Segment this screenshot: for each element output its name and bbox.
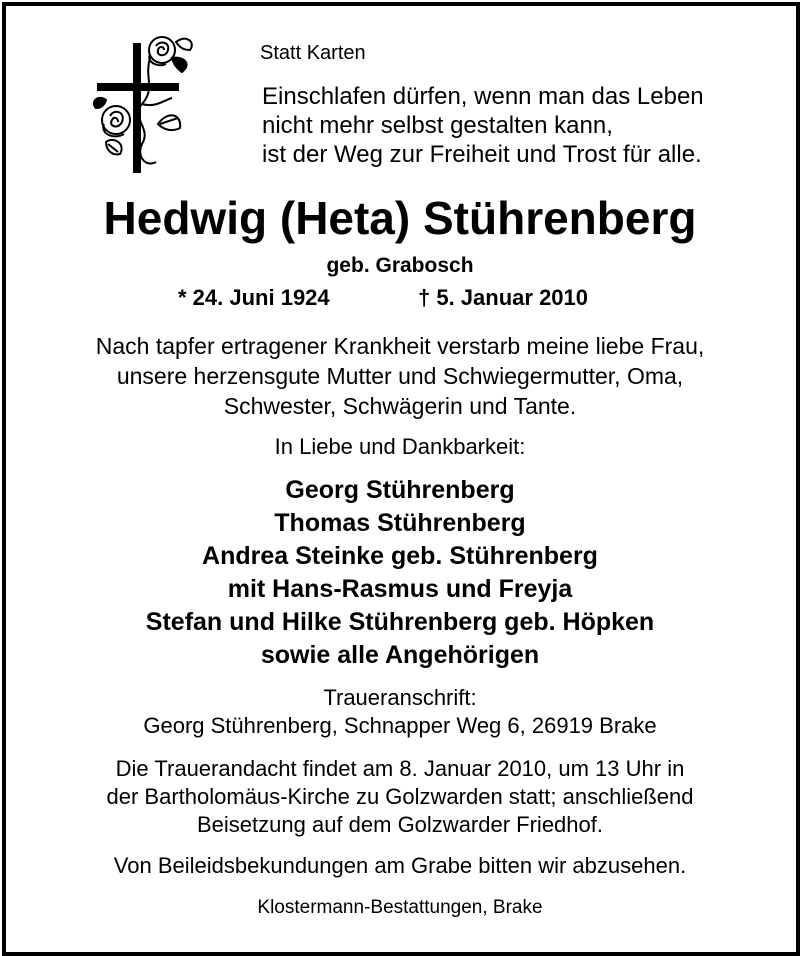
verse-line: nicht mehr selbst gestalten kann,: [262, 112, 613, 139]
statt-karten-label: Statt Karten: [260, 42, 366, 64]
mourner-line: Stefan und Hilke Stührenberg geb. Höpken: [145, 608, 655, 636]
mourner-line: mit Hans-Rasmus und Freyja: [227, 575, 573, 603]
message-line: Schwester, Schwägerin und Tante.: [223, 393, 577, 419]
deceased-name: Hedwig (Heta) Stührenberg: [103, 192, 697, 244]
mourner-line: Andrea Steinke geb. Stührenberg: [202, 542, 598, 570]
condolence-note: Von Beileidsbekundungen am Grabe bitten wir abzusehen.: [113, 853, 687, 878]
message-line: unsere herzensgute Mutter und Schwiegermutter, Oma,: [116, 363, 684, 389]
mourner-line: Georg Stührenberg: [285, 476, 515, 504]
message-line: Nach tapfer ertragener Krankheit verstarb meine liebe Frau,: [95, 333, 705, 359]
mourner-line: Thomas Stührenberg: [274, 509, 526, 537]
cross-with-roses-icon: [86, 28, 206, 176]
gratitude-line: In Liebe und Dankbarkeit:: [274, 434, 526, 459]
maiden-name: geb. Grabosch: [326, 254, 474, 277]
address-text: Georg Stührenberg, Schnapper Weg 6, 26919 Brake: [143, 713, 657, 738]
mourner-line: sowie alle Angehörigen: [260, 641, 540, 669]
service-line: Beisetzung auf dem Golzwarder Friedhof.: [197, 812, 603, 837]
address-label: Traueranschrift:: [323, 685, 477, 710]
death-date: † 5. Januar 2010: [418, 285, 589, 310]
service-line: Die Trauerandacht findet am 8. Januar 2010, um 13 Uhr in: [115, 756, 685, 781]
verse-line: Einschlafen dürfen, wenn man das Leben: [262, 83, 704, 110]
undertaker: Klostermann-Bestattungen, Brake: [257, 897, 543, 918]
service-line: der Bartholomäus-Kirche zu Golzwarden statt; anschließend: [106, 784, 694, 809]
verse-line: ist der Weg zur Freiheit und Trost für alle.: [262, 141, 702, 168]
memorial-verse: [262, 82, 704, 169]
birth-date: * 24. Juni 1924: [178, 285, 330, 310]
